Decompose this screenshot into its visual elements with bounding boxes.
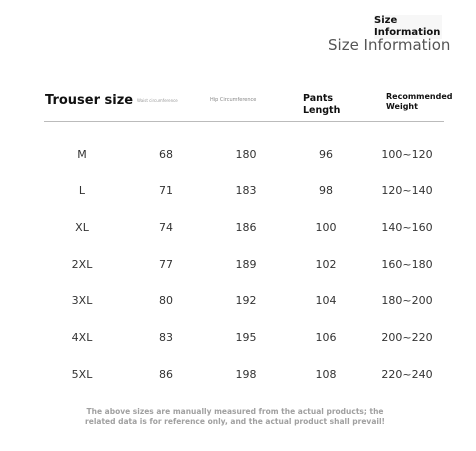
cell-hip: 198 bbox=[235, 368, 257, 381]
cell-waist: 80 bbox=[159, 294, 173, 307]
cell-size: 2XL bbox=[71, 258, 93, 271]
cell-weight: 200~220 bbox=[381, 331, 433, 344]
cell-hip: 186 bbox=[235, 221, 257, 234]
cell-length: 102 bbox=[315, 258, 337, 271]
cell-waist: 77 bbox=[159, 258, 173, 271]
cell-weight: 160~180 bbox=[381, 258, 433, 271]
cell-weight: 140~160 bbox=[381, 221, 433, 234]
cell-hip: 189 bbox=[235, 258, 257, 271]
cell-length: 100 bbox=[315, 221, 337, 234]
cell-waist: 74 bbox=[159, 221, 173, 234]
cell-size: XL bbox=[75, 221, 89, 234]
cell-length: 108 bbox=[315, 368, 337, 381]
cell-waist: 83 bbox=[159, 331, 173, 344]
cell-hip: 192 bbox=[235, 294, 257, 307]
cell-weight: 100~120 bbox=[381, 148, 433, 161]
column-header-length: Pants Length bbox=[303, 93, 341, 116]
cell-hip: 183 bbox=[235, 184, 257, 197]
header-divider bbox=[44, 121, 444, 122]
cell-size: M bbox=[77, 148, 87, 161]
column-header-hip: Hip Circumference bbox=[210, 97, 257, 103]
cell-waist: 71 bbox=[159, 184, 173, 197]
column-header-weight: Recommended Weight bbox=[386, 92, 453, 111]
cell-weight: 180~200 bbox=[381, 294, 433, 307]
disclaimer-note: The above sizes are manually measured from the actual products; the related data is for reference only, and the actual product shall prevail! bbox=[85, 407, 385, 426]
header-large-title: Size Information bbox=[328, 36, 451, 54]
column-header-waist: Waist circumference bbox=[137, 98, 178, 103]
cell-hip: 195 bbox=[235, 331, 257, 344]
cell-length: 106 bbox=[315, 331, 337, 344]
cell-size: 3XL bbox=[71, 294, 93, 307]
header-small-title: Size Information bbox=[374, 15, 441, 38]
cell-size: 5XL bbox=[71, 368, 93, 381]
cell-size: L bbox=[78, 184, 86, 197]
cell-length: 104 bbox=[315, 294, 337, 307]
cell-weight: 120~140 bbox=[381, 184, 433, 197]
cell-waist: 86 bbox=[159, 368, 173, 381]
cell-waist: 68 bbox=[159, 148, 173, 161]
cell-size: 4XL bbox=[71, 331, 93, 344]
cell-weight: 220~240 bbox=[381, 368, 433, 381]
table-title: Trouser size bbox=[45, 93, 134, 108]
cell-length: 98 bbox=[319, 184, 333, 197]
cell-length: 96 bbox=[319, 148, 333, 161]
cell-hip: 180 bbox=[235, 148, 257, 161]
